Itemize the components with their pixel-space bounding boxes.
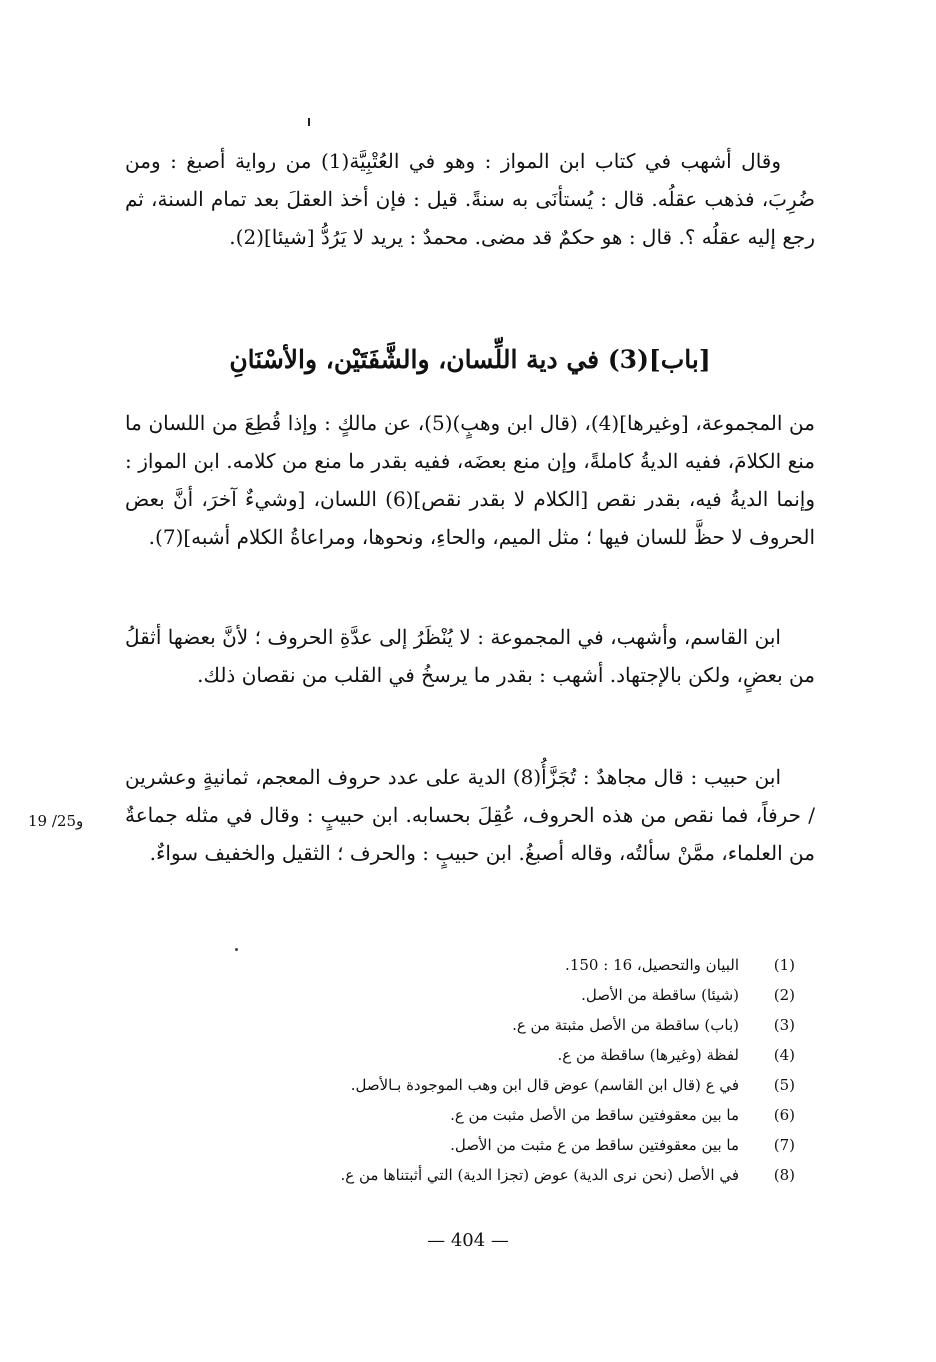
page-number: — 404 — — [427, 1230, 509, 1251]
footnote-number: (6) — [773, 1106, 795, 1124]
footnote-7 — [300, 1130, 795, 1160]
paragraph-2-block — [125, 618, 815, 694]
footnote-1 — [300, 950, 795, 980]
footnote-2 — [300, 980, 795, 1010]
footnote-text: في الأصل (نحن نرى الدية) عوض (تجزا الدية) التي أثبتناها من ع. — [340, 1166, 739, 1184]
section-heading: [باب](3) في دية اللِّسان، والشَّفَتَيْن، والأسْنَانِ — [229, 345, 711, 374]
footnote-text: في ع (قال ابن القاسم) عوض قال ابن وهب الموجودة بـالأصل. — [350, 1076, 739, 1094]
footnote-text: (باب) ساقطة من الأصل مثبتة من ع. — [512, 1016, 739, 1034]
footnote-number: (1) — [773, 956, 795, 974]
paragraph-3-block — [125, 758, 815, 872]
paragraph-2: ابن القاسم، وأشهب، في المجموعة : لا يُنْظَرُ إلى عدَّةِ الحروف ؛ لأنَّ بعضها أثقلُ من بعضٍ، ولكن بالإجتهاد. أشهب : بقدر ما يرسخُ في القلب من نقصان ذلك. — [125, 625, 815, 687]
footnote-number: (3) — [773, 1016, 795, 1034]
footnote-8 — [300, 1160, 795, 1190]
footnote-3 — [300, 1010, 795, 1040]
manuscript-folio-note: 19 /25و — [28, 812, 84, 830]
footnote-4 — [300, 1040, 795, 1070]
footnote-5 — [300, 1070, 795, 1100]
printer-mark — [308, 118, 310, 126]
footnote-text: (شيئا) ساقطة من الأصل. — [581, 986, 739, 1004]
footnote-number: (4) — [773, 1046, 795, 1064]
footnote-number: (8) — [773, 1166, 795, 1184]
speck — [235, 948, 238, 951]
paragraph-3: ابن حبيب : قال مجاهدٌ : تُجَزَّأُ(8) الدية على عدد حروف المعجم، ثمانيةٍ وعشرين / حرفاً، فما نقص من هذه الحروف، عُقِلَ بحسابه. ابن حبيبٍ : وقال في مثله جماعةٌ من العلماء، ممَّنْ سألتُه، وقاله أصبغُ. ابن حبيبٍ : والحرف ؛ الثقيل والخفيف سواءٌ. — [125, 765, 815, 865]
footnote-text: البيان والتحصيل، 16 : 150. — [565, 956, 739, 974]
footnote-6 — [300, 1100, 795, 1130]
paragraph-1: من المجموعة، [وغيرها](4)، (قال ابن وهبٍ)(5)، عن مالكٍ : وإذا قُطِعَ من اللسان ما منع الكلامَ، ففيه الديةُ كاملةً، وإن منع بعضَه، ففيه بقدر ما منع من كلامه. ابن المواز : وإنما الديةُ فيه، بقدر نقص [الكلام لا بقدر نقص](6) اللسان، [وشيءٌ آخرَ، أنَّ بعض الحروف لا حظَّ للسان فيها ؛ مثل الميم، والحاءِ، ونحوها، ومراعاةُ الكلام أشبه](7). — [125, 411, 815, 549]
footnote-number: (5) — [773, 1076, 795, 1094]
paragraph-1-block — [125, 404, 815, 556]
footnote-number: (2) — [773, 986, 795, 1004]
footnote-text: ما بين معقوفتين ساقط من ع مثبت من الأصل. — [450, 1136, 739, 1154]
footnote-text: لفظة (وغيرها) ساقطة من ع. — [557, 1046, 739, 1064]
opening-paragraph: وقال أشهب في كتاب ابن المواز : وهو في العُتْبِيَّة(1) من رواية أصبغ : ومن ضُرِبَ، فذهب عقلُه. قال : يُستأنَى به سنةً. قيل : فإن أخذ العقلَ بعد تمام السنة، ثم رجع إليه عقلُه ؟. قال : هو حكمٌ قد مضى. محمدٌ : يريد لا يَرُدُّ [شيئا](2). — [125, 149, 815, 249]
footnote-text: ما بين معقوفتين ساقط من الأصل مثبت من ع. — [450, 1106, 739, 1124]
opening-paragraph-block — [125, 142, 815, 256]
footnote-number: (7) — [773, 1136, 795, 1154]
footnotes — [300, 950, 795, 1190]
